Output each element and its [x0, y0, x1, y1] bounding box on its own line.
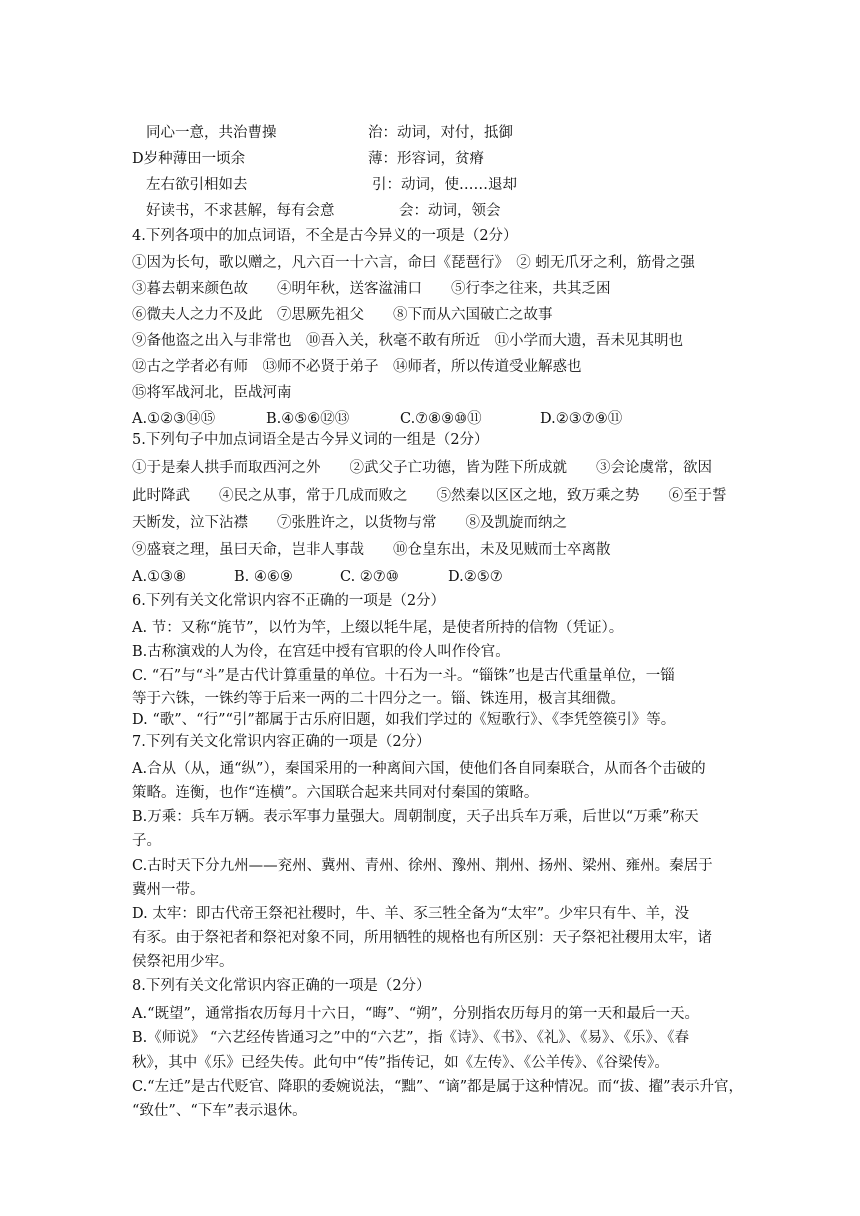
q4-option-a[interactable]: A.①②③⑭⑮ [132, 411, 216, 427]
q4-line-5: ⑫古之学者必有师 ⑬师不必贤于弟子 ⑭师者，所以传道受业解惑也 [132, 359, 582, 375]
pair-4-sentence: 好读书，不求甚解，每有会意 [146, 203, 335, 219]
q4-stem: 4.下列各项中的加点词语，不全是古今异义的一项是（2分） [132, 228, 518, 244]
pair-3-sentence: 左右欲引相如去 [146, 177, 248, 193]
q4-line-6: ⑮将军战河北，臣战河南 [132, 385, 292, 401]
q5-option-b[interactable]: B. ④⑥⑨ [234, 569, 293, 585]
q6-line-5: D. “歌”、“行”“引”都属于古乐府旧题，如我们学过的《短歌行》、《李凭箜篌引》等。 [132, 712, 676, 728]
q6-stem: 6.下列有关文化常识内容不正确的一项是（2分） [132, 593, 446, 609]
q5-options [132, 567, 503, 587]
q5-line-3: 天断发，泣下沾襟 ⑦张胜许之，以货物与常 ⑧及凯旋而纳之 [132, 515, 567, 531]
q5-line-4: ⑨盛衰之理，虽曰天命，岂非人事哉 ⑩仓皇东出，未及见贼而士卒离散 [132, 542, 611, 558]
q7-line-7: D. 太牢：即古代帝王祭祀社稷时，牛、羊、豕三牲全备为“太牢”。少牢只有牛、羊，没 [132, 906, 690, 922]
pair-2-gloss: 薄：形容词，贫瘠 [368, 151, 484, 167]
q8-stem: 8.下列有关文化常识内容正确的一项是（2分） [132, 978, 431, 994]
q7-line-8: 有豕。由于祭祀者和祭祀对象不同，所用牺牲的规格也有所区别：天子祭祀社稷用太牢，诸 [132, 930, 712, 946]
q4-option-d[interactable]: D.②③⑦⑨⑪ [540, 411, 623, 427]
pair-1-gloss: 治：动词，对付，抵御 [368, 125, 513, 141]
q5-option-d[interactable]: D.②⑤⑦ [448, 569, 503, 585]
q4-option-b[interactable]: B.④⑤⑥⑫⑬ [266, 411, 350, 427]
q5-line-1: ①于是秦人拱手而取西河之外 ②武父子亡功德，皆为陛下所成就 ③会论虞常，欲因 [132, 460, 712, 476]
q8-line-2: B.《师说》 “六艺经传皆通习之”中的“六艺”，指《诗》、《书》、《礼》、《易》、《乐》、《春 [132, 1030, 690, 1046]
q6-line-1: A. 节：又称“旄节”，以竹为竿，上缀以牦牛尾，是使者所持的信物（凭证）。 [132, 620, 624, 636]
q7-stem: 7.下列有关文化常识内容正确的一项是（2分） [132, 734, 431, 750]
q8-line-4: C.“左迁”是古代贬官、降职的委婉说法，“黜”、“谪”都是属于这种情况。而“拔、擢”表示升官， [132, 1079, 743, 1095]
q8-line-3: 秋》，其中《乐》已经失传。此句中“传”指传记，如《左传》、《公羊传》、《谷梁传》。 [132, 1055, 669, 1071]
q4-line-1: ①因为长句，歌以赠之，凡六百一十六言，命曰《琵琶行》 ② 蚓无爪牙之利，筋骨之强 [132, 255, 695, 271]
q5-line-2: 此时降武 ④民之从事，常于几成而败之 ⑤然秦以区区之地，致万乘之势 ⑥至于誓 [132, 488, 727, 504]
q8-line-1: A.“既望”，通常指农历每月十六日，“晦”、“朔”，分别指农历每月的第一天和最后一天。 [132, 1006, 700, 1022]
q5-option-c[interactable]: C. ②⑦⑩ [340, 569, 399, 585]
q4-line-3: ⑥微夫人之力不及此 ⑦思厥先祖父 ⑧下而从六国破亡之故事 [132, 307, 553, 323]
pair-2-sentence: D岁种薄田一顷余 [132, 151, 246, 167]
pair-3-gloss: 引：动词，使……退却 [372, 177, 517, 193]
q4-options [132, 409, 622, 429]
pair-4-gloss: 会：动词，领会 [399, 203, 501, 219]
pair-1-sentence: 同心一意，共治曹操 [146, 125, 277, 141]
q5-stem: 5.下列句子中加点词语全是古今异义词的一组是（2分） [132, 432, 489, 448]
q5-option-a[interactable]: A.①③⑧ [132, 569, 187, 585]
q7-line-3: B.万乘：兵车万辆。表示军事力量强大。周朝制度，天子出兵车万乘，后世以“万乘”称天 [132, 809, 699, 825]
q7-line-4: 子。 [132, 833, 161, 849]
q6-line-4: 等于六铢，一铢约等于后来一两的二十四分之一。锱、铢连用，极言其细微。 [132, 691, 625, 707]
q7-line-6: 冀州一带。 [132, 882, 205, 898]
q8-line-5: “致仕”、“下车”表示退休。 [132, 1103, 307, 1119]
q7-line-9: 侯祭祀用少牢。 [132, 954, 234, 970]
q7-line-1: A.合从（从，通“纵”），秦国采用的一种离间六国，使他们各自同秦联合，从而各个击破的 [132, 761, 706, 777]
q4-option-c[interactable]: C.⑦⑧⑨⑩⑪ [400, 411, 482, 427]
q4-line-2: ③暮去朝来颜色故 ④明年秋，送客湓浦口 ⑤行李之往来，共其乏困 [132, 281, 611, 297]
q7-line-5: C.古时天下分九州——兖州、冀州、青州、徐州、豫州、荆州、扬州、梁州、雍州。秦居于 [132, 858, 713, 874]
q4-line-4: ⑨备他盗之出入与非常也 ⑩吾入关，秋毫不敢有所近 ⑪小学而大遗，吾未见其明也 [132, 333, 683, 349]
q6-line-3: C. “石”与“斗”是古代计算重量的单位。十石为一斗。“锱铢”也是古代重量单位，一锱 [132, 668, 675, 684]
q7-line-2: 策略。连衡，也作“连横”。六国联合起来共同对付秦国的策略。 [132, 785, 539, 801]
q6-line-2: B.古称演戏的人为伶，在宫廷中授有官职的伶人叫作伶官。 [132, 644, 510, 660]
